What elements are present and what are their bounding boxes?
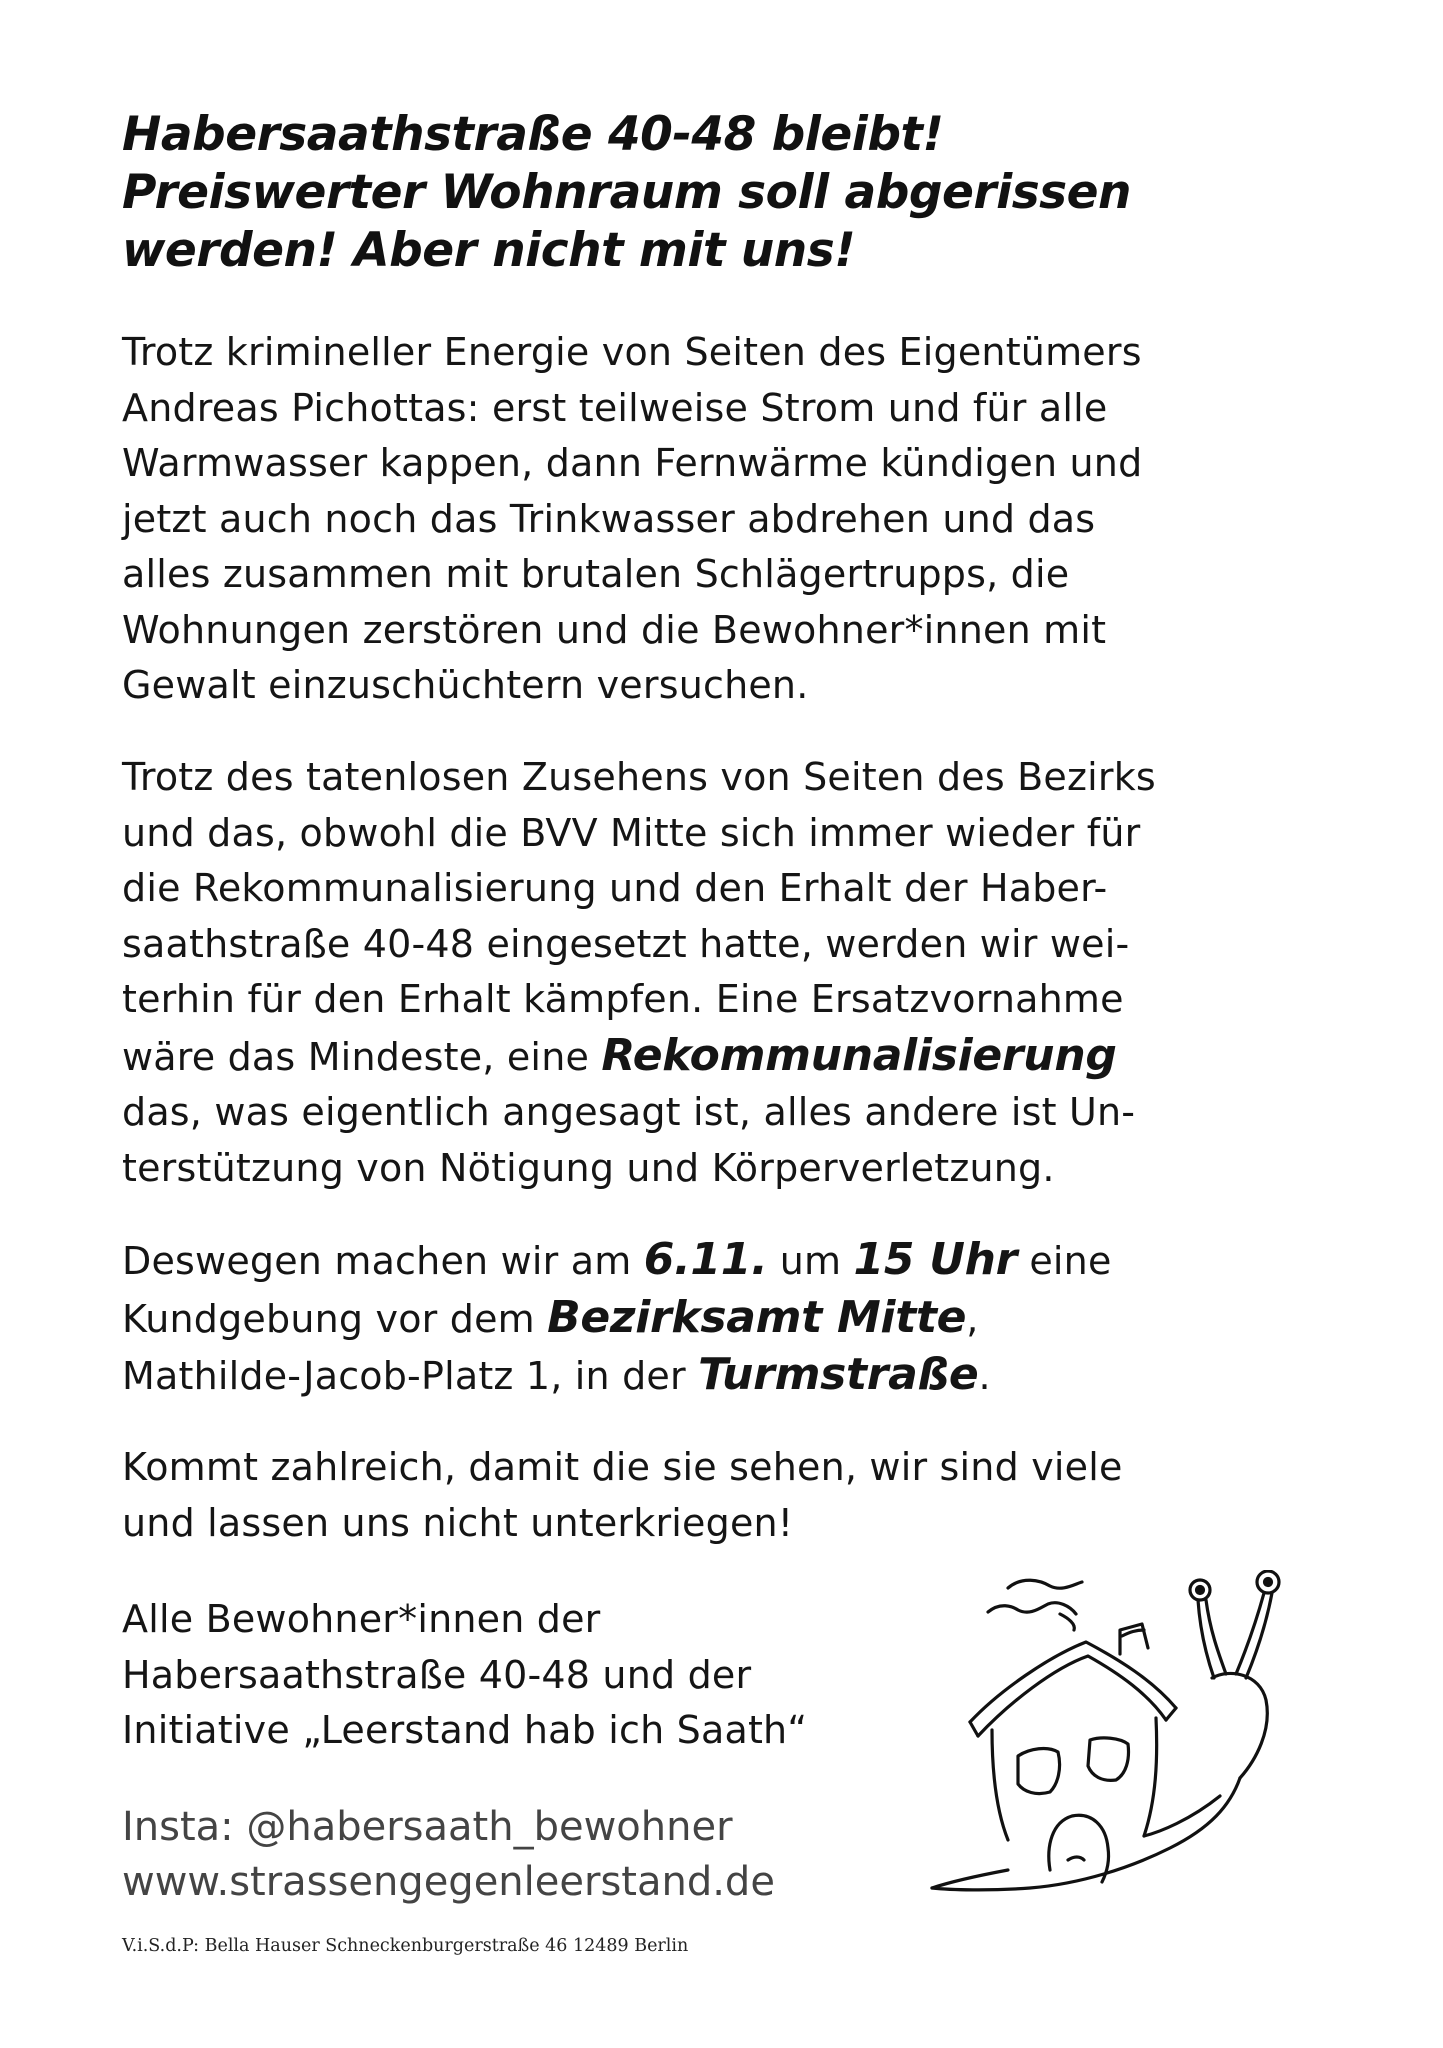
text-line xyxy=(122,1290,1342,1348)
imprint: V.i.S.d.P: Bella Hauser Schneckenburgerstraße 46 12489 Berlin xyxy=(122,1936,689,1956)
text-fragment: wäre das Mindeste, eine xyxy=(122,1034,602,1079)
paragraph-rally-details xyxy=(122,1232,1342,1405)
text-fragment: Deswegen machen wir am xyxy=(122,1239,644,1283)
paragraph-call-to-action xyxy=(122,1440,1342,1551)
emphasis-place: Bezirksamt Mitte xyxy=(547,1291,967,1343)
headline-line: werden! Aber nicht mit uns! xyxy=(122,223,856,278)
text-line: und das, obwohl die BVV Mitte sich immer wieder für xyxy=(122,810,1141,855)
text-line: Andreas Pichottas: erst teilweise Strom und für alle xyxy=(122,385,1108,430)
text-fragment: , xyxy=(966,1296,979,1341)
text-line: Gewalt einzuschüchtern versuchen. xyxy=(122,663,809,707)
text-line: terstützung von Nötigung und Körperverletzung. xyxy=(122,1145,1055,1190)
text-line: das, was eigentlich angesagt ist, alles andere ist Un- xyxy=(122,1090,1136,1134)
text-fragment: Mathilde-Jacob-Platz 1, in der xyxy=(122,1354,699,1398)
text-line: terhin für den Erhalt kämpfen. Eine Ersatzvornahme xyxy=(122,977,1124,1021)
contact-info xyxy=(122,1800,1022,1910)
emphasis-street: Turmstraße xyxy=(698,1349,979,1400)
text-fragment: . xyxy=(978,1354,991,1398)
paragraph-district xyxy=(122,750,1342,1196)
emphasis-rekommunalisierung: Rekommunalisierung xyxy=(601,1029,1117,1081)
emphasis-date: 6.11. xyxy=(643,1234,768,1285)
headline xyxy=(122,106,1342,280)
text-fragment: eine xyxy=(1017,1239,1112,1283)
text-line: jetzt auch noch das Trinkwasser abdrehen und das xyxy=(122,496,1096,541)
text-line: Initiative „Leerstand hab ich Saath“ xyxy=(122,1708,808,1752)
text-line xyxy=(122,1232,1342,1290)
snail-house-icon xyxy=(930,1570,1330,1900)
text-line: saathstraße 40-48 eingesetzt hatte, werden wir wei- xyxy=(122,921,1130,966)
text-fragment: um xyxy=(767,1239,854,1283)
headline-line: Habersaathstraße 40-48 bleibt! xyxy=(122,107,944,162)
text-line: Habersaathstraße 40-48 und der xyxy=(122,1652,752,1697)
emphasis-time: 15 Uhr xyxy=(853,1234,1018,1285)
website-link: www.strassengegenleerstand.de xyxy=(122,1859,775,1905)
text-line: Trotz krimineller Energie von Seiten des Eigentümers xyxy=(122,330,1142,374)
text-line xyxy=(122,1347,1342,1405)
text-fragment: Kundgebung vor dem xyxy=(122,1296,548,1341)
instagram-handle: Insta: @habersaath_bewohner xyxy=(122,1804,733,1850)
text-line: Trotz des tatenlosen Zusehens von Seiten des Bezirks xyxy=(122,755,1156,799)
paragraph-owner-actions xyxy=(122,325,1342,714)
text-line: die Rekommunalisierung und den Erhalt der Haber- xyxy=(122,866,1108,910)
text-line xyxy=(122,1028,1342,1086)
text-line: Wohnungen zerstören und die Bewohner*innen mit xyxy=(122,607,1107,652)
text-line: und lassen uns nicht unterkriegen! xyxy=(122,1500,794,1545)
text-line: Warmwasser kappen, dann Fernwärme kündigen und xyxy=(122,441,1143,485)
text-line: alles zusammen mit brutalen Schlägertrupps, die xyxy=(122,552,1070,596)
text-line: Kommt zahlreich, damit die sie sehen, wir sind viele xyxy=(122,1445,1123,1489)
headline-line: Preiswerter Wohnraum soll abgerissen xyxy=(122,165,1131,220)
text-line: Alle Bewohner*innen der xyxy=(122,1597,601,1641)
